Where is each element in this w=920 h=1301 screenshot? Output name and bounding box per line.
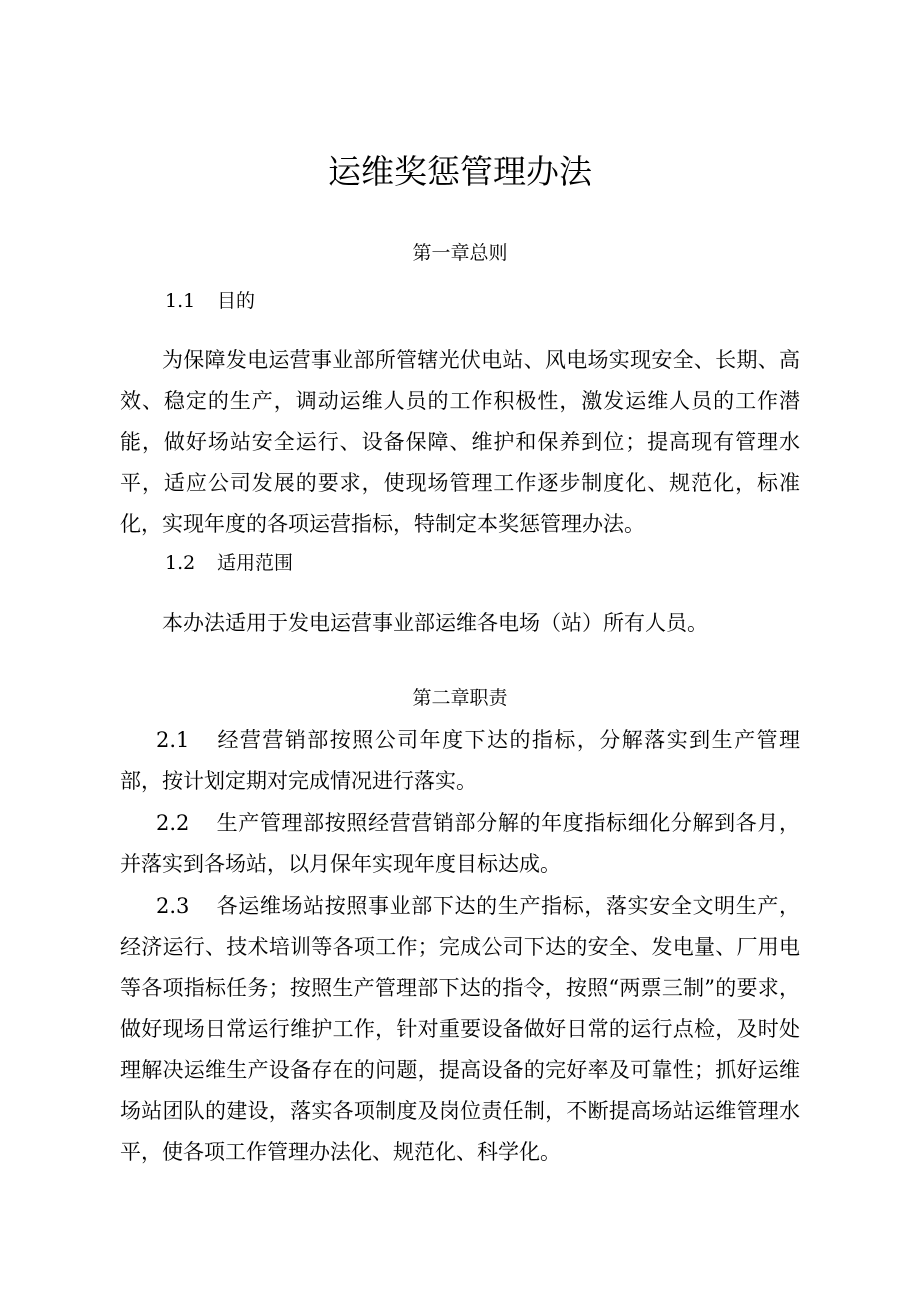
duty-item-2-2 xyxy=(120,803,800,885)
section-heading-1-2 xyxy=(165,548,293,578)
section-title: 目的 xyxy=(217,290,256,312)
item-text: 生产管理部按照经营营销部分解的年度指标细化分解到各月，并落实到各场站，以月保年实现年度目标达成。 xyxy=(120,811,800,876)
duty-item-2-3 xyxy=(120,886,800,1173)
item-number: 2.2 xyxy=(156,811,190,835)
section-1-1-paragraph: 为保障发电运营事业部所管辖光伏电站、风电场实现安全、长期、高效、稳定的生产，调动运维人员的工作积极性，激发运维人员的工作潜能，做好场站安全运行、设备保障、维护和保养到位；提高现有管理水平，适应公司发展的要求，使现场管理工作逐步制度化、规范化，标准化，实现年度的各项运营指标，特制定本奖惩管理办法。 xyxy=(120,348,800,536)
item-text: 经营营销部按照公司年度下达的指标，分解落实到生产管理部，按计划定期对完成情况进行落实。 xyxy=(120,728,800,793)
chapter-heading-2: 第二章职责 xyxy=(412,687,508,709)
item-number: 2.3 xyxy=(156,894,190,918)
section-title: 适用范围 xyxy=(217,552,294,574)
section-number: 1.2 xyxy=(165,552,196,574)
section-number: 1.1 xyxy=(165,290,196,312)
duty-item-2-1 xyxy=(120,720,800,802)
document-title: 运维奖惩管理办法 xyxy=(328,152,592,191)
item-number: 2.1 xyxy=(156,728,190,752)
item-text: 各运维场站按照事业部下达的生产指标，落实安全文明生产，经济运行、技术培训等各项工作；完成公司下达的安全、发电量、厂用电等各项指标任务；按照生产管理部下达的指令，按照“两票三制”的要求，做好现场日常运行维护工作，针对重要设备做好日常的运行点检，及时处理解决运维生产设备存在的问题，提高设备的完好率及可靠性；抓好运维场站团队的建设，落实各项制度及岗位责任制，不断提高场站运维管理水平，使各项工作管理办法化、规范化、科学化。 xyxy=(120,894,800,1164)
section-1-2-paragraph: 本办法适用于发电运营事业部运维各电场（站）所有人员。 xyxy=(162,611,708,635)
chapter-heading-1: 第一章总则 xyxy=(412,242,508,264)
section-heading-1-1 xyxy=(165,286,255,316)
